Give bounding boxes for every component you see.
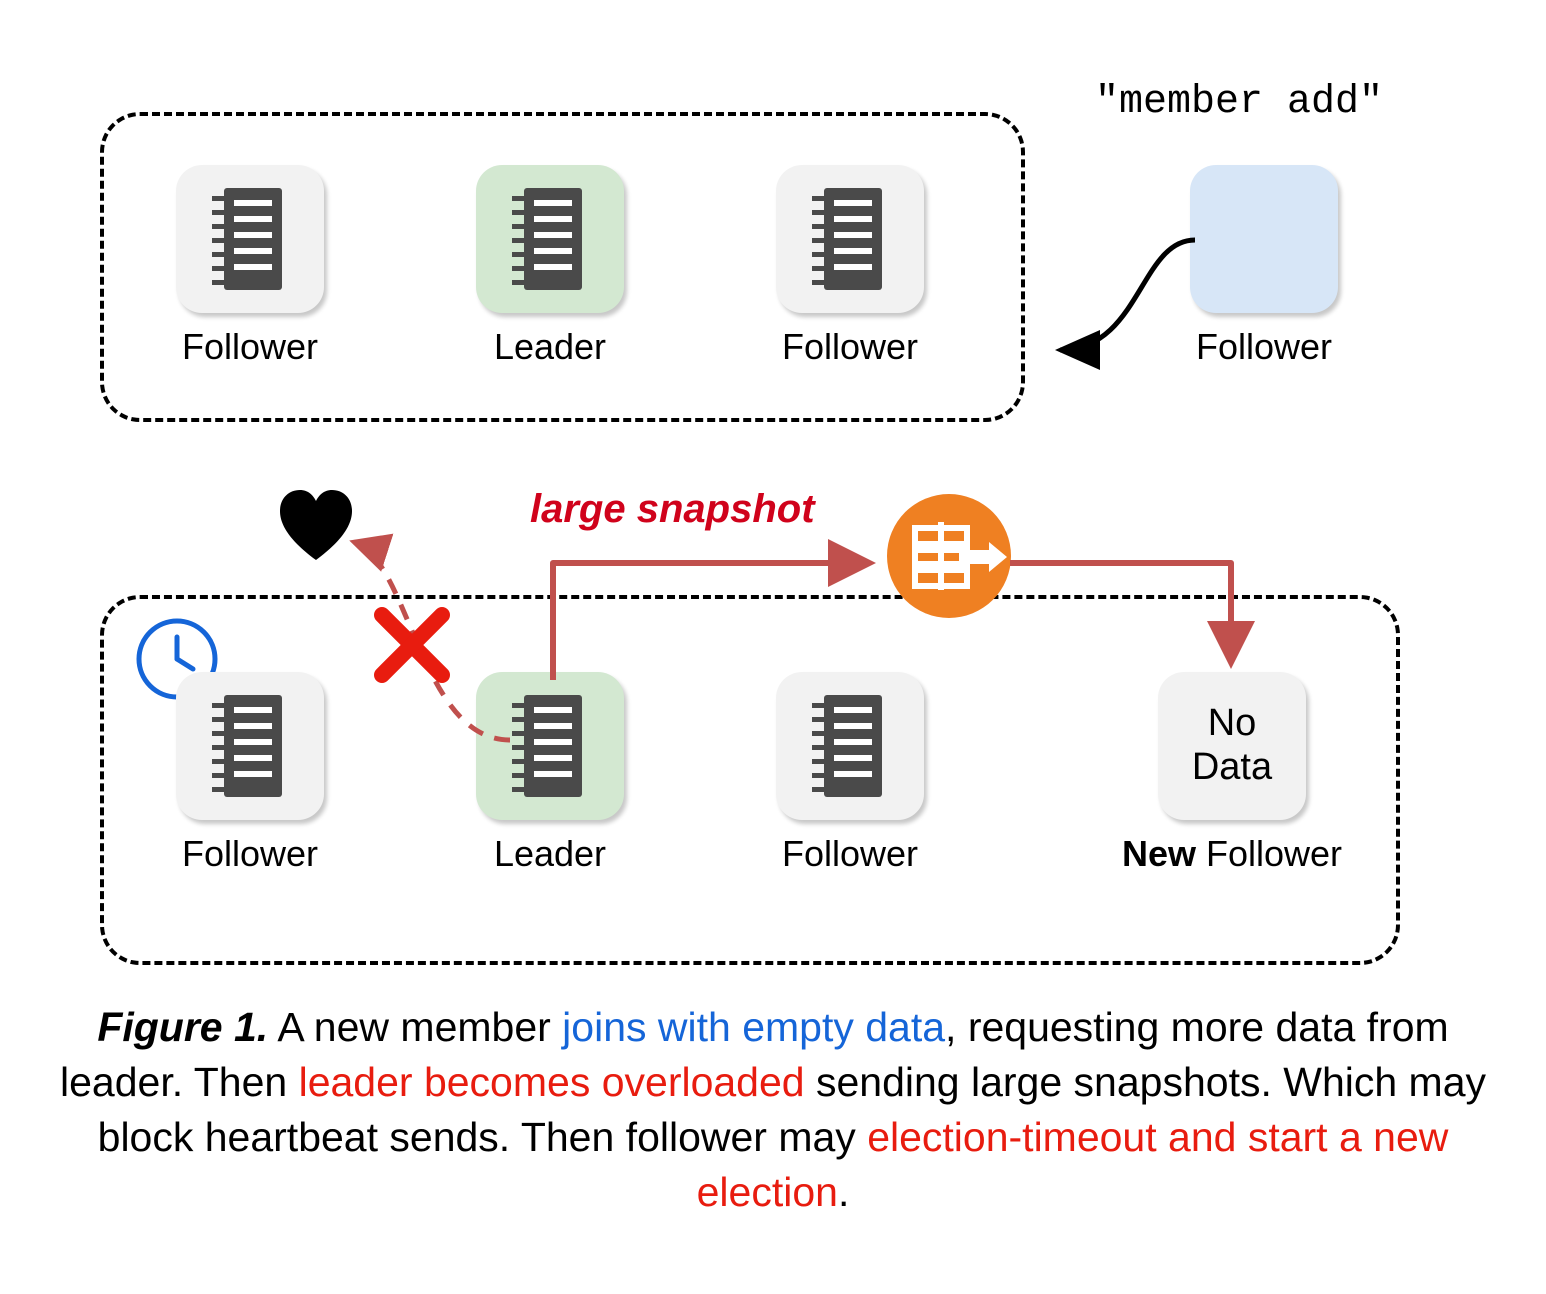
new-follower-bold: New (1121, 833, 1196, 874)
node-bottom-follower-1[interactable] (176, 672, 324, 874)
node-label: Follower (181, 833, 319, 874)
no-data-line-1: No (1207, 702, 1257, 745)
node-label: Leader (493, 326, 607, 367)
node-top-leader[interactable] (476, 165, 624, 367)
server-icon (776, 165, 924, 313)
server-glyph (202, 184, 298, 294)
node-label: Follower (781, 833, 919, 874)
node-label: Follower (1195, 326, 1333, 367)
caption-part-3: leader becomes overloaded (298, 1058, 805, 1105)
server-glyph (502, 184, 598, 294)
caption-part-2: , requesting more data from leader. Then (60, 1004, 1449, 1105)
caption-part-1: joins with empty data (562, 1004, 946, 1050)
red-x-icon (372, 605, 452, 685)
caption-part-5: election-timeout and start a new election (696, 1113, 1449, 1215)
node-bottom-follower-2[interactable] (776, 672, 924, 874)
member-add-arrow (1020, 230, 1220, 370)
server-icon (776, 672, 924, 820)
server-icon (476, 165, 624, 313)
new-follower-rest: Follower (1195, 833, 1343, 874)
snapshot-to-new-follower-arrow (1005, 545, 1265, 705)
server-glyph (802, 184, 898, 294)
node-top-follower-2[interactable] (776, 165, 924, 367)
node-label: Leader (493, 833, 607, 874)
node-label (1098, 834, 1366, 874)
leader-to-snapshot-arrow (540, 545, 900, 685)
snapshot-transfer-icon (885, 492, 1013, 620)
caption-part-6: . (837, 1168, 850, 1215)
figure-caption (60, 1000, 1486, 1220)
large-snapshot-label: large snapshot (530, 487, 815, 531)
server-glyph (202, 691, 298, 801)
caption-part-4: sending large snapshots. Which may block heartbeat sends. Then follower may (97, 1058, 1486, 1160)
server-icon (176, 672, 324, 820)
caption-part-0: A new member (268, 1004, 563, 1050)
node-label: Follower (781, 326, 919, 367)
server-glyph (802, 691, 898, 801)
server-icon (176, 165, 324, 313)
node-top-follower-1[interactable] (176, 165, 324, 367)
node-label: Follower (181, 326, 319, 367)
no-data-line-2: Data (1191, 746, 1273, 788)
member-add-command: "member add" (1095, 80, 1384, 125)
figure-number: Figure 1. (97, 1004, 269, 1050)
